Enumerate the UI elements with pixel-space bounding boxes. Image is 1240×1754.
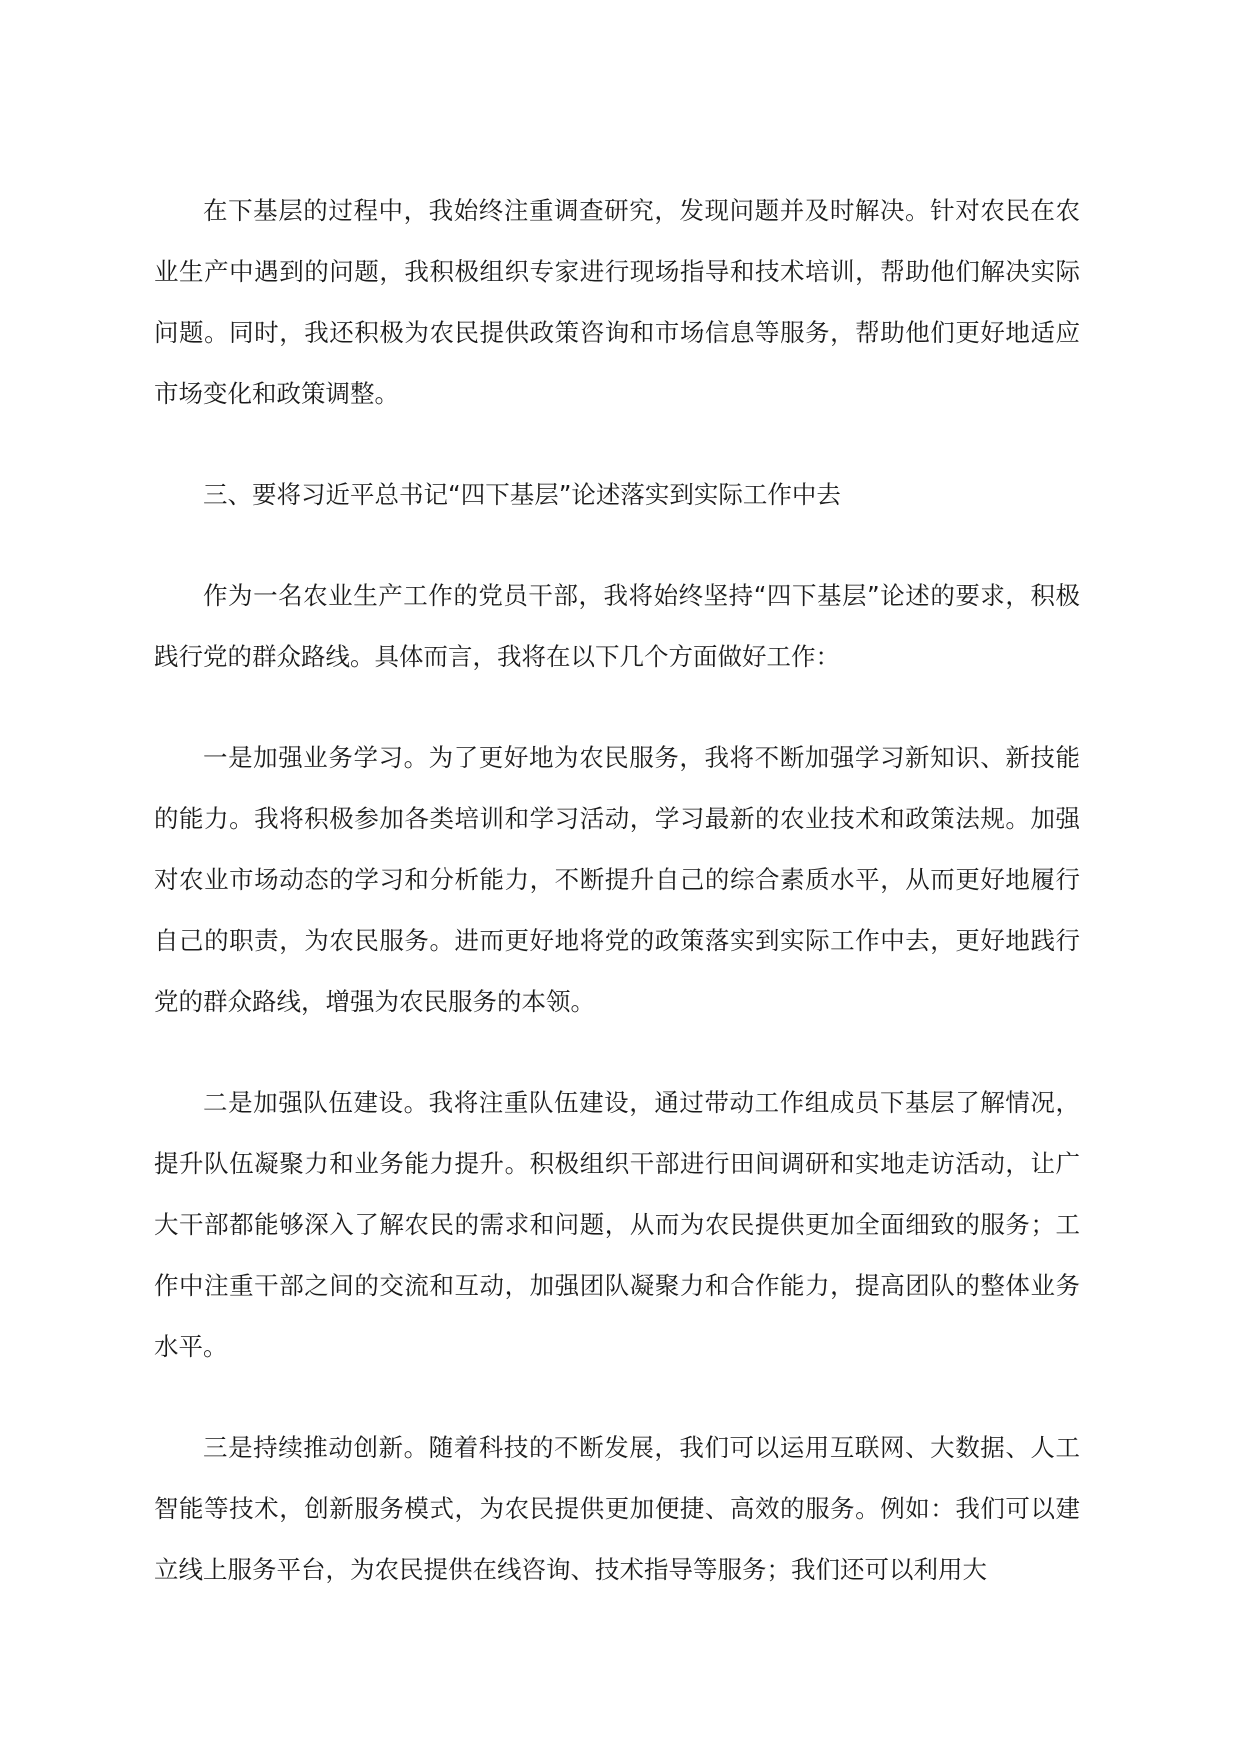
paragraph-point-one-learning: 一是加强业务学习。为了更好地为农民服务，我将不断加强学习新知识、新技能的能力。我将积极参加各类培训和学习活动，学习最新的农业技术和政策法规。加强对农业市场动态的学习和分析能力，不断提升自己的综合素质水平，从而更好地履行自己的职责，为农民服务。进而更好地将党的政策落实到实际工作中去，更好地践行党的群众路线，增强为农民服务的本领。 (154, 743, 1080, 1016)
section-heading-three: 三、要将习近平总书记“四下基层”论述落实到实际工作中去 (203, 480, 841, 509)
paragraph-intro-commitment: 作为一名农业生产工作的党员干部，我将始终坚持“四下基层”论述的要求，积极践行党的群众路线。具体而言，我将在以下几个方面做好工作： (154, 581, 1080, 671)
document-body (154, 180, 1080, 1640)
paragraph-point-two-team: 二是加强队伍建设。我将注重队伍建设，通过带动工作组成员下基层了解情况，提升队伍凝聚力和业务能力提升。积极组织干部进行田间调研和实地走访活动，让广大干部都能够深入了解农民的需求和问题，从而为农民提供更加全面细致的服务；工作中注重干部之间的交流和互动，加强团队凝聚力和合作能力，提高团队的整体业务水平。 (154, 1088, 1080, 1361)
paragraph-grassroots-research: 在下基层的过程中，我始终注重调查研究，发现问题并及时解决。针对农民在农业生产中遇到的问题，我积极组织专家进行现场指导和技术培训，帮助他们解决实际问题。同时，我还积极为农民提供政策咨询和市场信息等服务，帮助他们更好地适应市场变化和政策调整。 (154, 196, 1080, 408)
paragraph-point-three-innovation: 三是持续推动创新。随着科技的不断发展，我们可以运用互联网、大数据、人工智能等技术，创新服务模式，为农民提供更加便捷、高效的服务。例如：我们可以建立线上服务平台，为农民提供在线咨询、技术指导等服务；我们还可以利用大 (154, 1433, 1080, 1584)
